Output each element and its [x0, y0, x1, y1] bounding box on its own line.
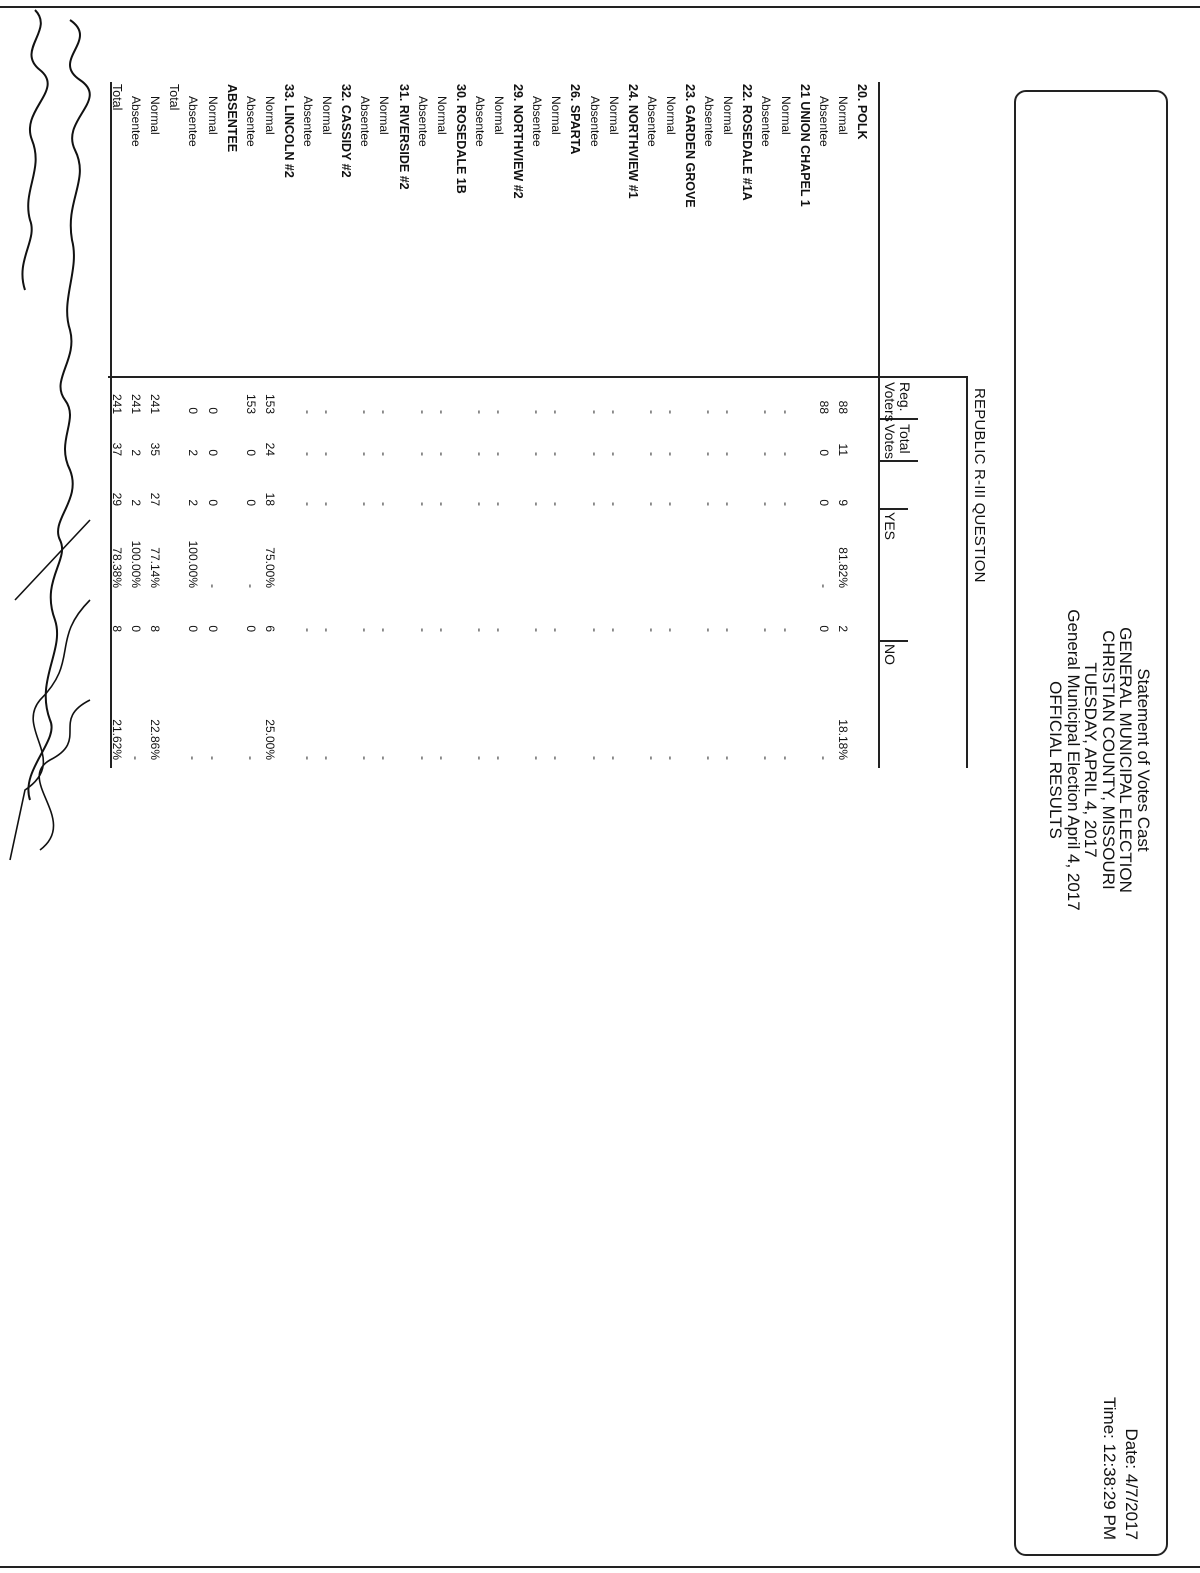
- yes-votes-cell: -: [759, 502, 774, 506]
- no-votes-cell: -: [320, 628, 335, 632]
- reg-voters-cell: -: [721, 410, 736, 414]
- total-votes-cell: -: [530, 452, 545, 456]
- table-row: [436, 0, 448, 1573]
- yes-votes-cell: -: [644, 502, 659, 506]
- yes-votes-cell: -: [415, 502, 430, 506]
- total-votes-cell: -: [358, 452, 373, 456]
- no-percent-cell: -: [778, 756, 793, 760]
- header-line: CHRISTIAN COUNTY, MISSOURI: [1099, 630, 1118, 890]
- total-votes-cell: -: [759, 452, 774, 456]
- row-label: ABSENTEE: [224, 84, 239, 153]
- table-row: [703, 0, 715, 1573]
- total-votes-cell: -: [434, 452, 449, 456]
- table-row: [493, 0, 505, 1573]
- reg-voters-cell: -: [549, 410, 564, 414]
- reg-voters-cell: -: [530, 410, 545, 414]
- total-votes-cell: -: [587, 452, 602, 456]
- table-row: [264, 0, 276, 1573]
- total-votes-cell: -: [415, 452, 430, 456]
- yes-votes-cell: -: [778, 502, 793, 506]
- yes-votes-cell: -: [473, 502, 487, 506]
- table-row: [570, 0, 582, 1573]
- yes-votes-cell: -: [664, 502, 678, 506]
- reg-voters-cell: 88: [835, 400, 850, 414]
- no-percent-cell: -: [301, 756, 316, 760]
- reg-voters-cell: -: [606, 410, 621, 414]
- no-votes-cell: -: [702, 628, 717, 632]
- table-row: [111, 0, 123, 1573]
- total-votes-cell: -: [320, 452, 335, 456]
- row-label: Absentee: [530, 96, 545, 147]
- yes-column-rule: [880, 508, 908, 510]
- row-label: Normal: [664, 96, 678, 135]
- no-percent-cell: -: [434, 756, 449, 760]
- yes-votes-cell: -: [549, 502, 564, 506]
- table-row: [512, 0, 524, 1573]
- yes-votes-cell: -: [301, 502, 316, 506]
- no-column-rule: [880, 640, 908, 642]
- row-label: Absentee: [702, 96, 717, 147]
- row-label: Absentee: [587, 96, 602, 147]
- row-label: Absentee: [816, 96, 831, 147]
- yes-votes-cell: -: [434, 502, 449, 506]
- no-votes-cell: -: [434, 628, 449, 632]
- row-label: Normal: [606, 96, 621, 135]
- reg-voters-cell: -: [434, 410, 449, 414]
- table-row: [245, 0, 257, 1573]
- no-votes-cell: -: [549, 628, 564, 632]
- no-votes-cell: -: [606, 628, 621, 632]
- table-row: [321, 0, 333, 1573]
- yes-votes-cell: 2: [129, 499, 144, 506]
- row-label: Total: [110, 84, 125, 111]
- yes-votes-cell: 27: [148, 492, 163, 506]
- no-percent-cell: -: [644, 756, 659, 760]
- no-votes-cell: -: [415, 628, 430, 632]
- no-votes-cell: 8: [110, 625, 125, 632]
- reg-voters-cell: 153: [262, 393, 277, 414]
- reg-voters-cell: -: [415, 410, 430, 414]
- reg-voters-cell: -: [358, 410, 373, 414]
- reg-voters-cell: 153: [243, 393, 258, 414]
- yes-percent-cell: -: [243, 584, 258, 588]
- row-label: Normal: [492, 96, 507, 135]
- yes-votes-cell: -: [530, 502, 545, 506]
- row-label: 29. NORTHVIEW #2: [511, 84, 526, 199]
- reg-voters-cell: -: [644, 410, 659, 414]
- no-percent-cell: 22.86%: [148, 719, 163, 760]
- row-label: 22. ROSEDALE #1A: [740, 84, 755, 201]
- reg-voters-cell: 241: [110, 393, 125, 414]
- yes-votes-cell: 9: [835, 499, 850, 506]
- yes-percent-cell: 81.82%: [835, 547, 850, 588]
- no-percent-cell: -: [530, 756, 545, 760]
- yes-votes-cell: 0: [243, 499, 258, 506]
- yes-votes-cell: 29: [110, 492, 125, 506]
- table-row: [379, 0, 391, 1573]
- table-row: [398, 0, 410, 1573]
- yes-percent-cell: 78.38%: [110, 547, 125, 588]
- total-votes-cell: -: [549, 452, 564, 456]
- header-line: GENERAL MUNICIPAL ELECTION: [1116, 627, 1136, 893]
- row-label: 32. CASSIDY #2: [339, 84, 354, 178]
- yes-percent-cell: 75.00%: [262, 547, 277, 588]
- col-yes: YES: [882, 512, 898, 541]
- reg-voters-cell: -: [778, 410, 793, 414]
- row-label: 20. POLK: [855, 84, 869, 140]
- table-row: [799, 0, 811, 1573]
- no-percent-cell: -: [702, 756, 717, 760]
- no-votes-cell: 6: [262, 625, 277, 632]
- yes-percent-cell: -: [816, 584, 831, 588]
- table-row: [818, 0, 830, 1573]
- no-percent-cell: -: [721, 756, 736, 760]
- no-votes-cell: -: [377, 628, 392, 632]
- no-percent-cell: -: [205, 756, 220, 760]
- no-votes-cell: 0: [129, 625, 144, 632]
- header-line: Statement of Votes Cast: [1134, 668, 1153, 852]
- yes-votes-cell: -: [587, 502, 602, 506]
- col-reg-label-2: Voters: [882, 382, 898, 422]
- row-label: Normal: [377, 96, 392, 135]
- table-row: [761, 0, 773, 1573]
- no-percent-cell: 25.00%: [262, 719, 277, 760]
- row-label: Absentee: [644, 96, 659, 147]
- row-label: Normal: [148, 96, 163, 135]
- total-votes-cell: -: [721, 452, 736, 456]
- report-time: Time: 12:38:29 PM: [1100, 1397, 1119, 1540]
- total-votes-cell: -: [606, 452, 621, 456]
- yes-votes-cell: -: [492, 502, 507, 506]
- total-votes-cell: 0: [205, 449, 220, 456]
- reg-voters-cell: 241: [148, 393, 163, 414]
- reg-voters-cell: -: [492, 410, 507, 414]
- no-votes-cell: 2: [835, 625, 850, 632]
- report-date: Date: 4/7/2017: [1122, 1428, 1141, 1540]
- reg-voters-cell: 241: [129, 393, 144, 414]
- yes-votes-cell: 2: [186, 499, 201, 506]
- table-row: [608, 0, 620, 1573]
- total-votes-cell: -: [377, 452, 392, 456]
- reg-voters-cell: 0: [205, 407, 220, 414]
- no-votes-cell: -: [721, 628, 736, 632]
- no-percent-cell: -: [320, 756, 335, 760]
- no-percent-cell: -: [186, 756, 201, 760]
- table-row: [856, 0, 868, 1573]
- reg-voters-cell: -: [759, 410, 774, 414]
- no-percent-cell: -: [358, 756, 373, 760]
- table-row: [741, 0, 753, 1573]
- table-row: [188, 0, 200, 1573]
- total-votes-cell: -: [778, 452, 793, 456]
- no-votes-cell: -: [644, 628, 659, 632]
- yes-votes-cell: 0: [816, 499, 831, 506]
- row-label: Absentee: [301, 96, 316, 147]
- reg-voters-cell: -: [587, 410, 602, 414]
- total-votes-cell: 2: [129, 449, 144, 456]
- row-label: 30. ROSEDALE 1B: [453, 84, 468, 194]
- yes-votes-cell: -: [377, 502, 392, 506]
- no-votes-cell: -: [301, 628, 316, 632]
- table-row: [589, 0, 601, 1573]
- no-percent-cell: -: [606, 756, 621, 760]
- header-line: General Municipal Election April 4, 2017: [1064, 609, 1083, 911]
- total-votes-cell: 0: [816, 449, 831, 456]
- no-percent-cell: -: [473, 756, 487, 760]
- table-row: [780, 0, 792, 1573]
- table-row: [168, 0, 180, 1573]
- no-votes-cell: 0: [816, 625, 831, 632]
- yes-votes-cell: 18: [262, 492, 277, 506]
- row-label: Absentee: [129, 96, 144, 147]
- table-row: [149, 0, 161, 1573]
- row-label: Normal: [549, 96, 564, 135]
- reg-voters-cell: -: [320, 410, 335, 414]
- reg-voters-cell: -: [301, 410, 316, 414]
- total-votes-cell: 24: [262, 442, 277, 456]
- row-label: 24. NORTHVIEW #1: [625, 84, 640, 199]
- table-row: [207, 0, 219, 1573]
- row-label: Total: [167, 84, 182, 111]
- reg-voters-cell: -: [664, 410, 678, 414]
- col-total-label-1: Total: [897, 424, 913, 454]
- table-row: [684, 0, 696, 1573]
- row-label: Normal: [835, 96, 850, 135]
- table-row: [531, 0, 543, 1573]
- yes-votes-cell: 0: [205, 499, 220, 506]
- table-row: [283, 0, 295, 1573]
- total-votes-cell: -: [473, 452, 487, 456]
- row-label: Absentee: [415, 96, 430, 147]
- row-label: Normal: [434, 96, 449, 135]
- total-votes-cell: 35: [148, 442, 163, 456]
- no-percent-cell: -: [587, 756, 602, 760]
- no-percent-cell: -: [549, 756, 564, 760]
- no-votes-cell: -: [358, 628, 373, 632]
- report-header: [1047, 560, 1152, 960]
- table-row: [837, 0, 849, 1573]
- no-votes-cell: -: [473, 628, 487, 632]
- row-label: 33. LINCOLN #2: [282, 84, 296, 178]
- no-votes-cell: -: [492, 628, 507, 632]
- no-percent-cell: -: [664, 756, 678, 760]
- no-percent-cell: -: [492, 756, 507, 760]
- row-label: Absentee: [186, 96, 201, 147]
- no-votes-cell: -: [587, 628, 602, 632]
- row-label: Normal: [320, 96, 335, 135]
- signatures-image: [0, 0, 110, 1000]
- total-votes-cell: 0: [243, 449, 258, 456]
- row-label: Absentee: [243, 96, 258, 147]
- table-row: [417, 0, 429, 1573]
- col-total-votes: [882, 424, 912, 459]
- total-votes-cell: -: [702, 452, 717, 456]
- yes-votes-cell: -: [721, 502, 736, 506]
- no-percent-cell: -: [816, 756, 831, 760]
- yes-percent-cell: -: [205, 584, 220, 588]
- yes-votes-cell: -: [702, 502, 717, 506]
- col-reg-label-1: Reg.: [897, 382, 913, 412]
- yes-votes-cell: -: [320, 502, 335, 506]
- total-votes-cell: -: [492, 452, 507, 456]
- table-row: [646, 0, 658, 1573]
- no-votes-cell: 0: [186, 625, 201, 632]
- row-label: 21 UNION CHAPEL 1: [797, 84, 812, 207]
- row-label: 31. RIVERSIDE #2: [396, 84, 411, 190]
- row-label: Absentee: [759, 96, 774, 147]
- no-votes-cell: 0: [205, 625, 220, 632]
- no-votes-cell: 8: [148, 625, 163, 632]
- yes-percent-cell: 77.14%: [148, 547, 163, 588]
- table-header-rule: [879, 82, 881, 768]
- row-label: Absentee: [358, 96, 373, 147]
- row-label: Normal: [778, 96, 793, 135]
- yes-votes-cell: -: [606, 502, 621, 506]
- table-row: [474, 0, 486, 1573]
- row-label: Normal: [205, 96, 220, 135]
- row-label: Normal: [721, 96, 736, 135]
- header-line: OFFICIAL RESULTS: [1046, 681, 1066, 839]
- no-percent-cell: 21.62%: [110, 719, 125, 760]
- table-row: [665, 0, 677, 1573]
- no-percent-cell: 18.18%: [835, 719, 850, 760]
- no-votes-cell: -: [778, 628, 793, 632]
- report-datetime: [1098, 1330, 1142, 1540]
- total-votes-cell: -: [301, 452, 316, 456]
- row-label: Absentee: [473, 96, 487, 147]
- no-votes-cell: -: [530, 628, 545, 632]
- yes-votes-cell: -: [358, 502, 373, 506]
- table-row: [455, 0, 467, 1573]
- no-votes-cell: -: [664, 628, 678, 632]
- table-row: [226, 0, 238, 1573]
- no-percent-cell: -: [129, 756, 144, 760]
- no-votes-cell: 0: [243, 625, 258, 632]
- contest-rule: [967, 376, 969, 768]
- no-percent-cell: -: [415, 756, 430, 760]
- row-label: Normal: [262, 96, 277, 135]
- total-votes-column-rule: [880, 460, 918, 462]
- table-row: [550, 0, 562, 1573]
- contest-title: REPUBLIC R-III QUESTION: [971, 388, 988, 583]
- total-votes-cell: 11: [835, 443, 850, 456]
- total-votes-cell: 37: [110, 442, 125, 456]
- reg-voters-cell: -: [473, 410, 487, 414]
- yes-percent-cell: 100.00%: [129, 540, 144, 588]
- total-votes-cell: 2: [186, 449, 201, 456]
- table-row: [722, 0, 734, 1573]
- reg-voters-cell: 88: [816, 400, 831, 414]
- reg-voters-cell: 0: [186, 407, 201, 414]
- table-row: [340, 0, 352, 1573]
- total-votes-cell: -: [664, 452, 678, 456]
- table-row: [130, 0, 142, 1573]
- col-reg-voters: [882, 382, 912, 422]
- reg-voters-cell: -: [702, 410, 717, 414]
- table-row: [627, 0, 639, 1573]
- no-percent-cell: -: [243, 756, 258, 760]
- reg-voters-cell: -: [377, 410, 392, 414]
- header-line: TUESDAY, APRIL 4, 2017: [1081, 662, 1101, 858]
- no-percent-cell: -: [759, 756, 774, 760]
- total-votes-cell: -: [644, 452, 659, 456]
- no-percent-cell: -: [377, 756, 392, 760]
- table-row: [302, 0, 314, 1573]
- row-label: 26. SPARTA: [568, 84, 583, 155]
- row-label: 23. GARDEN GROVE: [683, 84, 698, 208]
- col-no: NO: [882, 644, 898, 665]
- no-votes-cell: -: [759, 628, 774, 632]
- yes-percent-cell: 100.00%: [186, 540, 201, 588]
- col-total-label-2: Votes: [882, 424, 898, 460]
- table-row: [359, 0, 371, 1573]
